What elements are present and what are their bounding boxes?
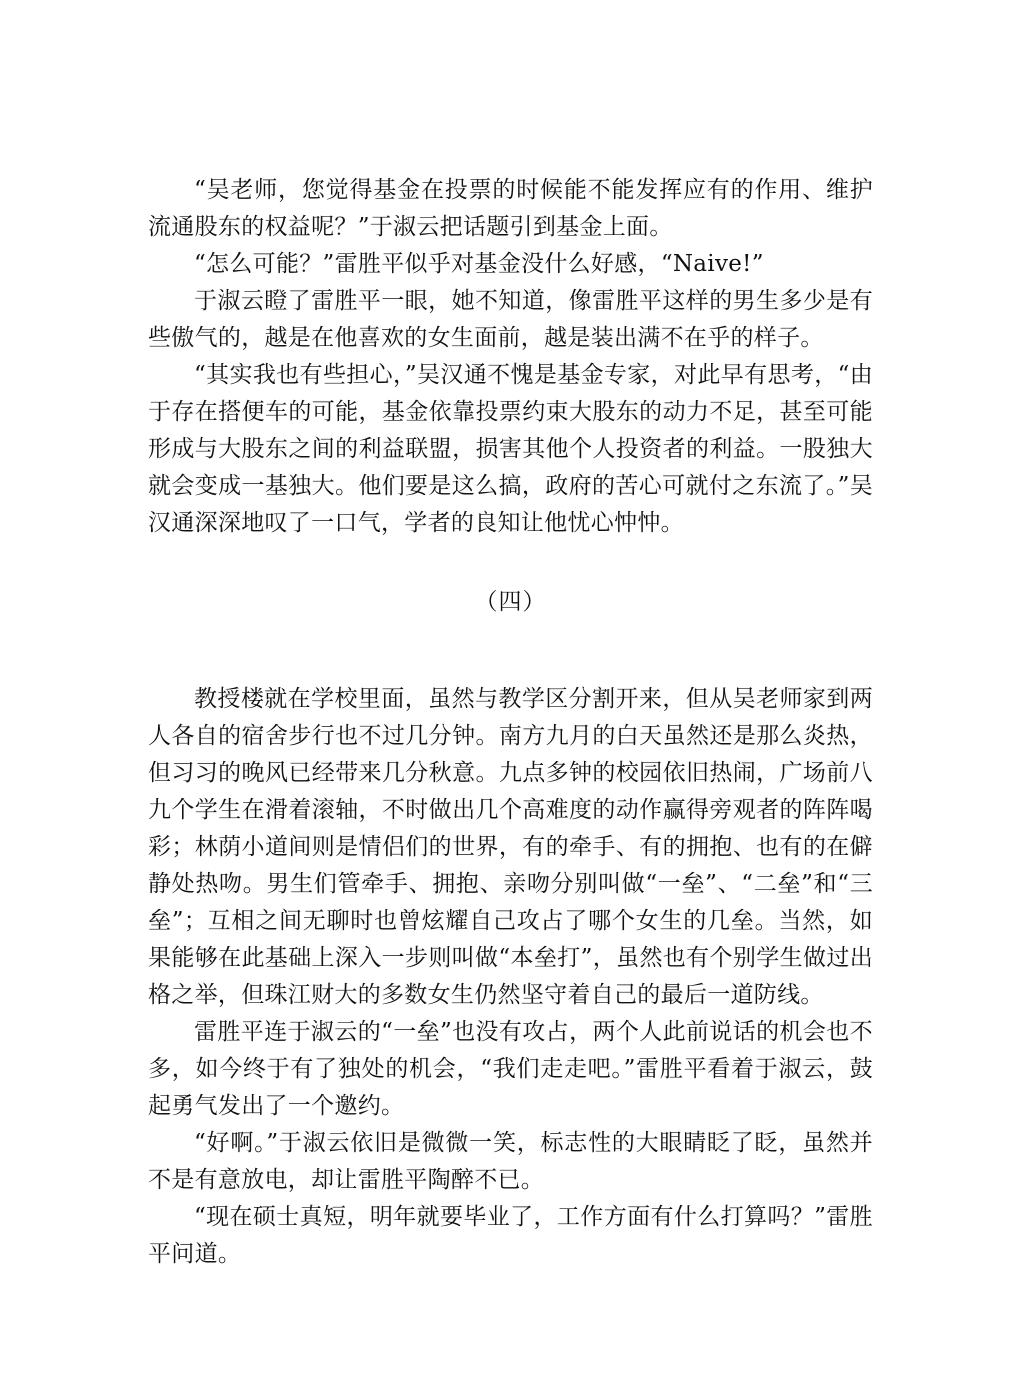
section-one	[148, 172, 873, 542]
paragraph: “现在硕士真短，明年就要毕业了，工作方面有什么打算吗？”雷胜平问道。	[148, 1204, 873, 1267]
paragraph: “好啊。”于淑云依旧是微微一笑，标志性的大眼睛眨了眨，虽然并不是有意放电，却让雷胜平陶醉不已。	[148, 1130, 873, 1193]
spacer	[148, 621, 873, 681]
paragraph: 雷胜平连于淑云的“一垒”也没有攻占，两个人此前说话的机会也不多，如今终于有了独处的机会，“我们走走吧。”雷胜平看着于淑云，鼓起勇气发出了一个邀约。	[148, 1019, 873, 1119]
paragraph: “吴老师，您觉得基金在投票的时候能不能发挥应有的作用、维护流通股东的权益呢？”于淑云把话题引到基金上面。	[148, 177, 873, 240]
document-page	[148, 172, 873, 1273]
paragraph: 教授楼就在学校里面，虽然与教学区分割开来，但从吴老师家到两人各自的宿舍步行也不过几分钟。南方九月的白天虽然还是那么炎热，但习习的晚风已经带来几分秋意。九点多钟的校园依旧热闹，广场前八九个学生在滑着滚轴，不时做出几个高难度的动作赢得旁观者的阵阵喝彩；林荫小道间则是情侣们的世界，有的牵手、有的拥抱、也有的在僻静处热吻。男生们管牵手、拥抱、亲吻分别叫做“一垒”、“二垒”和“三垒”；互相之间无聊时也曾炫耀自己攻占了哪个女生的几垒。当然，如果能够在此基础上深入一步则叫做“本垒打”，虽然也有个别学生做过出格之举，但珠江财大的多数女生仍然坚守着自己的最后一道防线。	[148, 686, 873, 1008]
paragraph: “怎么可能？”雷胜平似乎对基金没什么好感，“Naive!”	[194, 251, 764, 277]
chapter-heading: （四）	[474, 589, 547, 615]
paragraph: “其实我也有些担心，”吴汉通不愧是基金专家，对此早有思考，“由于存在搭便车的可能，基金依靠投票约束大股东的动力不足，甚至可能形成与大股东之间的利益联盟，损害其他个人投资者的利益。一股独大就会变成一基独大。他们要是这么搞，政府的苦心可就付之东流了。”吴汉通深深地叹了一口气，学者的良知让他忧心忡忡。	[148, 362, 873, 536]
spacer	[148, 542, 873, 584]
paragraph: 于淑云瞪了雷胜平一眼，她不知道，像雷胜平这样的男生多少是有些傲气的，越是在他喜欢的女生面前，越是装出满不在乎的样子。	[148, 288, 873, 351]
section-two	[148, 681, 873, 1273]
